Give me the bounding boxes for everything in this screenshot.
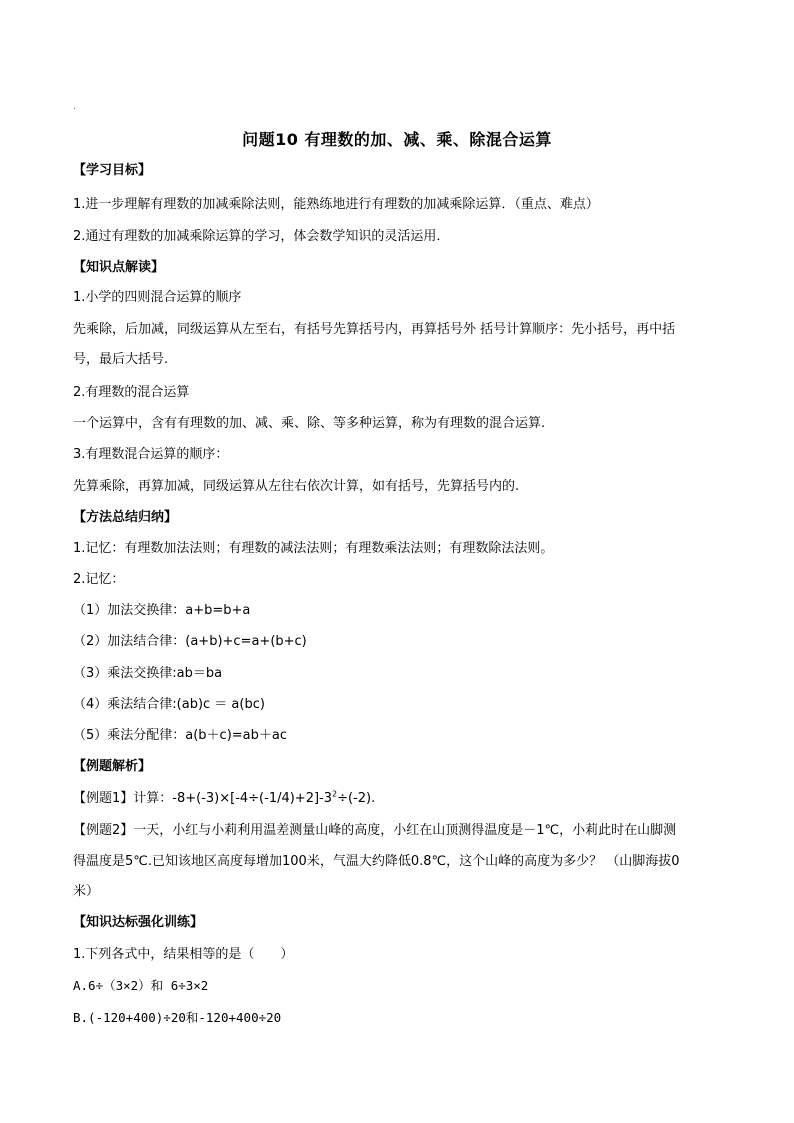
knowledge-3-body: 先算乘除，再算加减，同级运算从左往右依次计算，如有括号，先算括号内的. (73, 479, 520, 494)
example-2-line-2: 得温度是5℃.已知该地区高度每增加100米，气温大约降低0.8℃，这个山峰的高度为多少？ （山脚海拔0 (73, 854, 680, 869)
law-3: （3）乘法交换律:ab＝ba (73, 666, 223, 681)
goal-2: 2.通过有理数的加减乘除运算的学习，体会数学知识的灵活运用． (73, 229, 450, 244)
goal-1: 1.进一步理解有理数的加减乘除法则，能熟练地进行有理数的加减乘除运算．（重点、难点） (73, 197, 599, 212)
law-5: （5）乘法分配律：a(b＋c)=ab＋ac (73, 728, 288, 743)
knowledge-2-body: 一个运算中，含有有理数的加、减、乘、除、等多种运算，称为有理数的混合运算. (73, 416, 546, 431)
exponent: 2 (332, 789, 338, 799)
page-title: 问题10 有理数的加、减、乘、除混合运算 (242, 130, 552, 149)
law-4: （4）乘法结合律:(ab)c ＝ a(bc) (73, 697, 265, 712)
section-methods: 【方法总结归纳】 (73, 510, 178, 525)
example-1-expression: 【例题1】计算：-8+(-3)×[-4÷(-1/4)+2]-3 (73, 791, 333, 806)
law-2: （2）加法结合律：(a+b)+c=a+(b+c) (73, 634, 307, 649)
example-2-line-3: 米） (73, 884, 100, 899)
knowledge-3-title: 3.有理数混合运算的顺序： (73, 447, 229, 462)
margin-marker: . (73, 102, 76, 112)
example-1-expression-end: ÷(-2). (337, 791, 376, 806)
section-learning-goals: 【学习目标】 (73, 163, 152, 178)
example-1 (73, 789, 375, 809)
knowledge-1-body-a: 先乘除，后加减，同级运算从左至右，有括号先算括号内，再算括号外 括号计算顺序：先小括号，再中括 (73, 322, 676, 337)
knowledge-1-body-b: 号，最后大括号. (73, 352, 169, 367)
section-knowledge: 【知识点解读】 (73, 260, 165, 275)
knowledge-2-title: 2.有理数的混合运算 (73, 385, 190, 400)
question-1: 1.下列各式中，结果相等的是（ ） (73, 947, 294, 962)
knowledge-1-title: 1.小学的四则混合运算的顺序 (73, 290, 242, 305)
method-2: 2.记忆： (73, 572, 125, 587)
section-examples: 【例题解析】 (73, 759, 152, 774)
question-1-option-a: A.6÷（3×2）和 6÷3×2 (73, 978, 209, 993)
method-1: 1.记忆：有理数加法法则；有理数的减法法则；有理数乘法法则；有理数除法法则。 (73, 541, 554, 556)
law-1: （1）加法交换律：a+b=b+a (73, 603, 251, 618)
example-2-line-1: 【例题2】一天，小红与小莉利用温差测量山峰的高度，小红在山顶测得温度是－1℃，小莉此时在山脚测 (73, 823, 677, 838)
section-exercises: 【知识达标强化训练】 (73, 915, 204, 930)
question-1-option-b: B.(-120+400)÷20和-120+400÷20 (73, 1010, 282, 1025)
